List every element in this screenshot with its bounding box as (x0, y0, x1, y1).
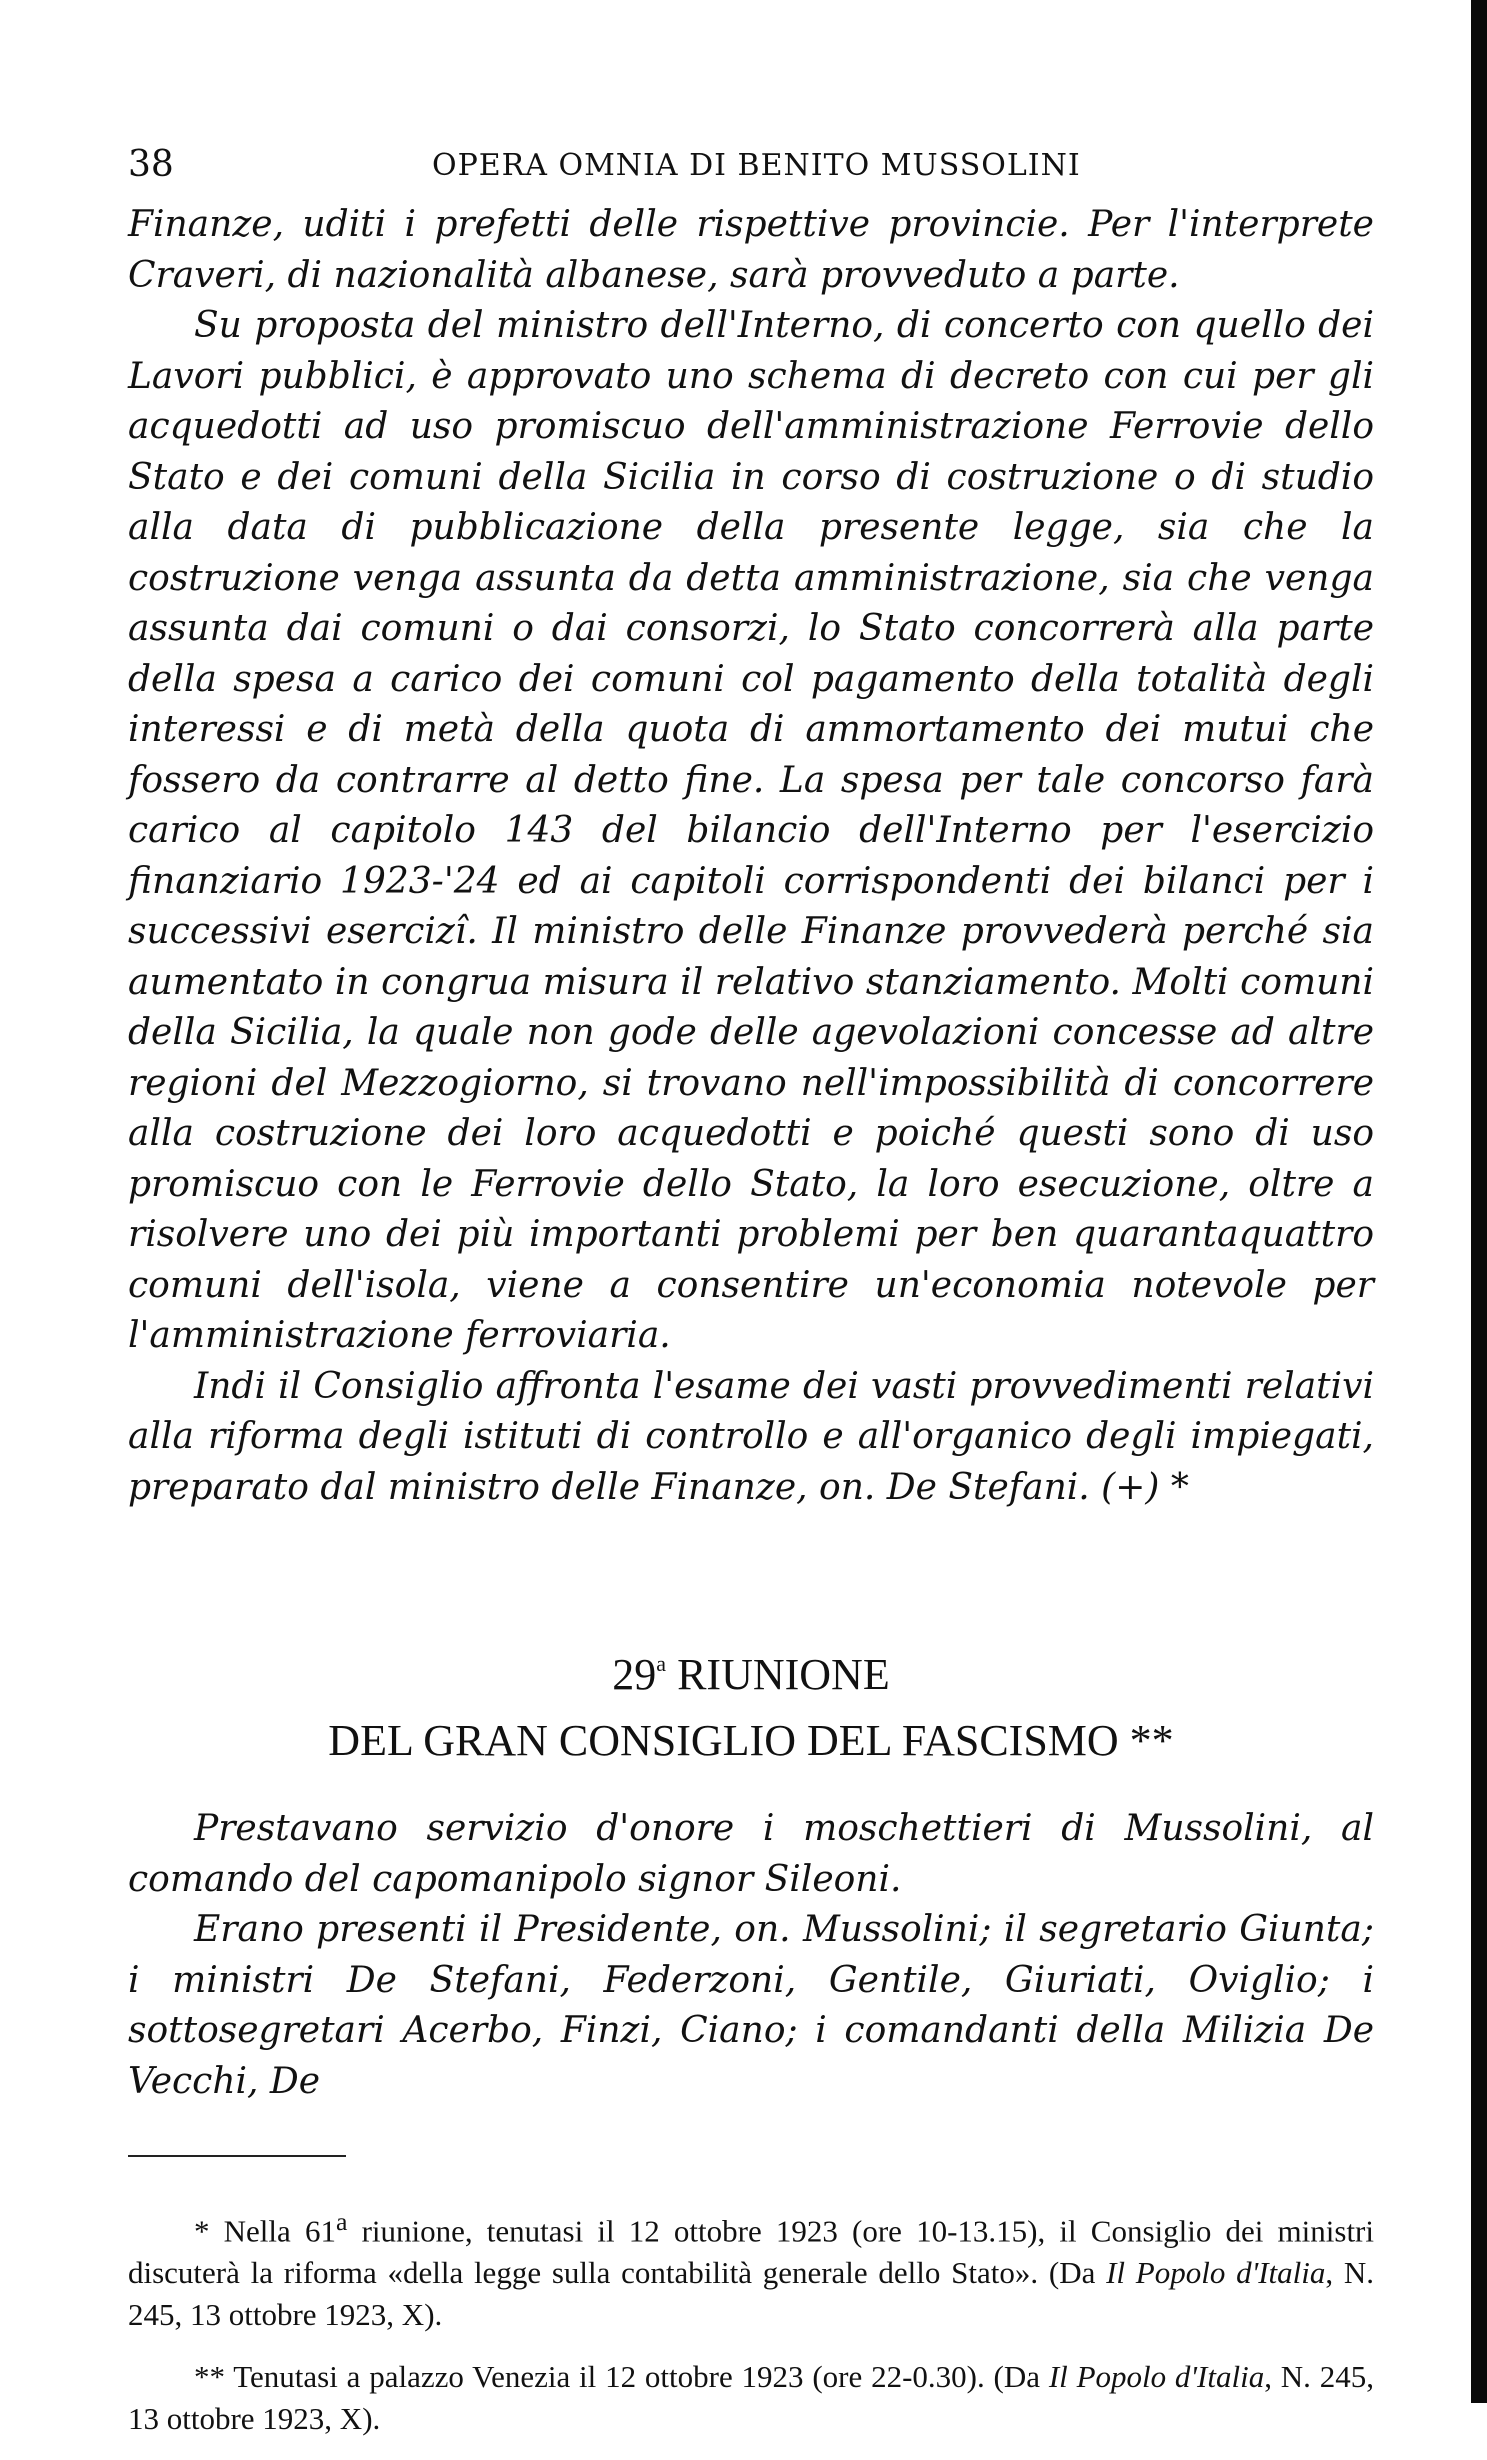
main-text (128, 200, 1374, 1513)
intro-paragraph-1: Prestavano servizio d'onore i moschettieri di Mussolini, al comando del capomanipolo signor Sileoni. (128, 1808, 1374, 1900)
page-edge-shadow (1471, 0, 1487, 2403)
paragraph-continuation: Finanze, uditi i prefetti delle rispettive provincie. Per l'interprete Craveri, di nazionalità albanese, sarà provveduto a parte. (128, 204, 1374, 296)
footnote-1-source: Il Popolo d'Italia (1106, 2255, 1326, 2291)
ordinal-suffix: a (656, 1651, 667, 1676)
section-intro (128, 1804, 1374, 2107)
footnotes (128, 2201, 1374, 2440)
document-page (128, 130, 1374, 2460)
intro-paragraph-2: Erano presenti il Presidente, on. Mussolini; il segretario Giunta; i ministri De Stefani, Federzoni, Gentile, Giuriati, Oviglio; i sottosegretari Acerbo, Finzi, Ciano; i comandanti della Milizia De Vecchi, De (128, 1909, 1374, 2102)
footnote-2-source: Il Popolo d'Italia (1048, 2359, 1265, 2395)
section-heading (128, 1631, 1374, 1774)
running-header (128, 130, 1374, 200)
footnote-divider (128, 2155, 346, 2157)
heading-line-1 (128, 1631, 1374, 1708)
book-title: OPERA OMNIA DI BENITO MUSSOLINI (432, 148, 1081, 183)
page-number: 38 (128, 144, 174, 185)
paragraph-acquedotti: Su proposta del ministro dell'Interno, di concerto con quello dei Lavori pubblici, è approvato uno schema di decreto con cui per gli acquedotti ad uso promiscuo dell'amministrazione Ferrovie dello Stato e dei comuni della Sicilia in corso di costruzione o di studio alla data di pubblicazione della presente legge, sia che la costruzione venga assunta da detta amministrazione, sia che venga assunta dai comuni o dai consorzi, lo Stato concorrerà alla parte della spesa a carico dei comuni col pagamento della totalità degli interessi e di metà della quota di ammortamento dei mutui che fossero da contrarre al detto fine. La spesa per tale concorso farà carico al capitolo 143 del bilancio dell'Interno per l'esercizio finanziario 1923-'24 ed ai capitoli corrispondenti dei bilanci per i successivi esercizî. Il ministro delle Finanze provvederà perché sia aumentato in congrua misura il relativo stanziamento. Molti comuni della Sicilia, la quale non gode delle agevolazioni concesse ad altre regioni del Mezzogiorno, si trovano nell'impossibilità di concorrere alla costruzione dei loro acquedotti e poiché questi sono di uso promiscuo con le Ferrovie dello Stato, la loro esecuzione, oltre a risolvere uno dei più importanti problemi per ben quarantaquattro comuni dell'isola, viene a consentire un'economia notevole per l'amministrazione ferroviaria. (128, 305, 1374, 1356)
heading-word: RIUNIONE (677, 1650, 890, 1699)
heading-line-2: DEL GRAN CONSIGLIO DEL FASCISMO ** (328, 1716, 1174, 1765)
footnote-2: ** Tenutasi a palazzo Venezia il 12 ottobre 1923 (ore 22-0.30). (Da Il Popolo d'Italia, N. 245, 13 ottobre 1923, X). (128, 2359, 1375, 2437)
meeting-number: 29 (612, 1650, 657, 1699)
footnote-1: * Nella 61$^a$ riunione, tenutasi il 12 ottobre 1923 (ore 10-13.15), il Consiglio dei ministri discuterà la riforma «della legge sulla contabilità generale dello Stato». (Da Il Popolo d'Italia, N. 245, 13 ottobre 1923, X). (128, 2207, 1375, 2333)
paragraph-riforma: Indi il Consiglio affronta l'esame dei vasti provvedimenti relativi alla riforma degli istituti di controllo e all'organico degli impiegati, preparato dal ministro delle Finanze, on. De Stefani. (+) * (128, 1365, 1374, 1508)
